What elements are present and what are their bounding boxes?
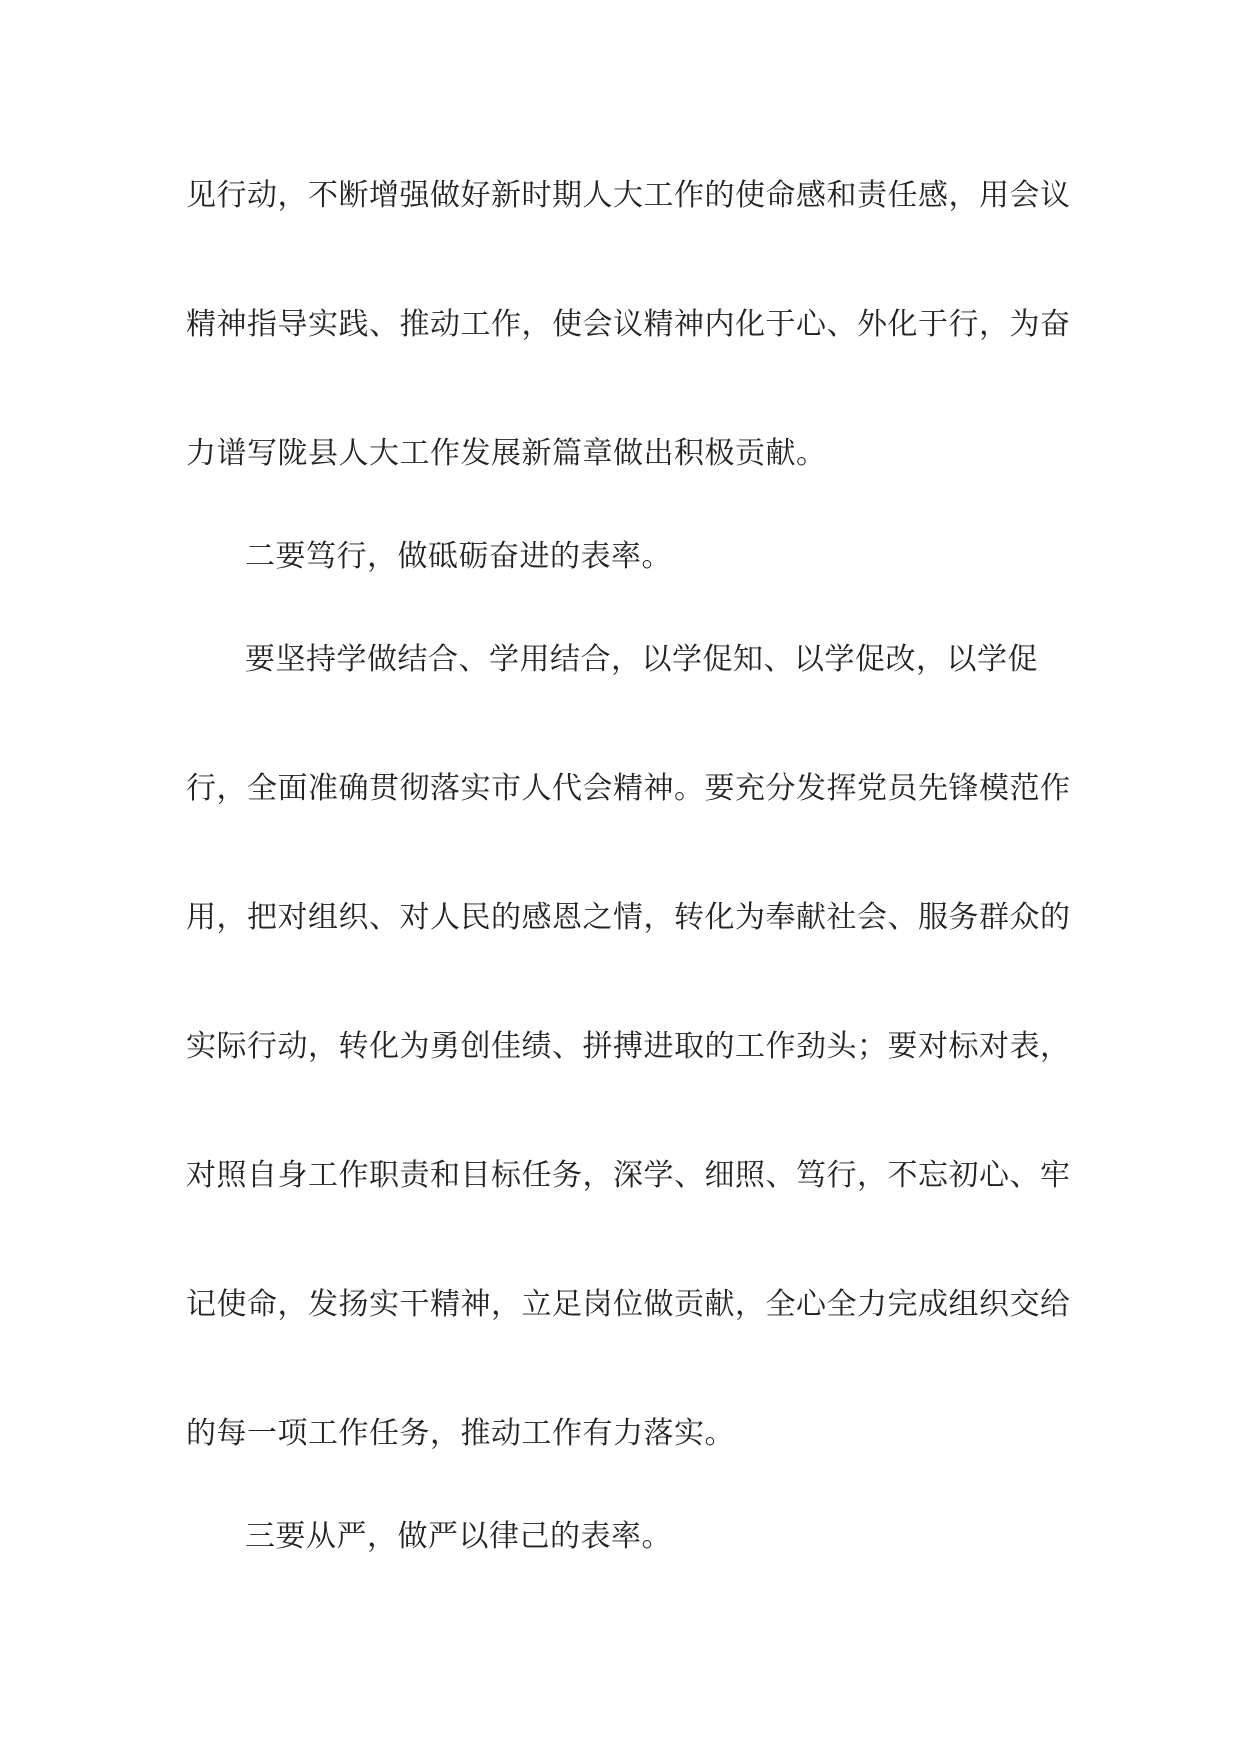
paragraph-line: 的每一项工作任务，推动工作有力落实。 — [186, 1416, 735, 1451]
paragraph-line: 对照自身工作职责和目标任务，深学、细照、笃行，不忘初心、牢 — [186, 1158, 1071, 1193]
paragraph-line: 见行动，不断增强做好新时期人大工作的使命感和责任感，用会议 — [186, 178, 1071, 213]
section-heading: 三要从严，做严以律己的表率。 — [245, 1519, 672, 1554]
paragraph-line: 力谱写陇县人大工作发展新篇章做出积极贡献。 — [186, 436, 827, 471]
paragraph-line: 行，全面准确贯彻落实市人代会精神。要充分发挥党员先锋模范作 — [186, 771, 1071, 806]
paragraph-line: 实际行动，转化为勇创佳绩、拼搏进取的工作劲头；要对标对表， — [186, 1029, 1071, 1064]
paragraph-line: 用，把对组织、对人民的感恩之情，转化为奉献社会、服务群众的 — [186, 900, 1071, 935]
section-heading: 二要笃行，做砥砺奋进的表率。 — [245, 539, 672, 574]
paragraph-line: 要坚持学做结合、学用结合，以学促知、以学促改，以学促 — [245, 642, 1038, 677]
paragraph-line: 精神指导实践、推动工作，使会议精神内化于心、外化于行，为奋 — [186, 307, 1071, 342]
paragraph-line: 记使命，发扬实干精神，立足岗位做贡献，全心全力完成组织交给 — [186, 1287, 1071, 1322]
